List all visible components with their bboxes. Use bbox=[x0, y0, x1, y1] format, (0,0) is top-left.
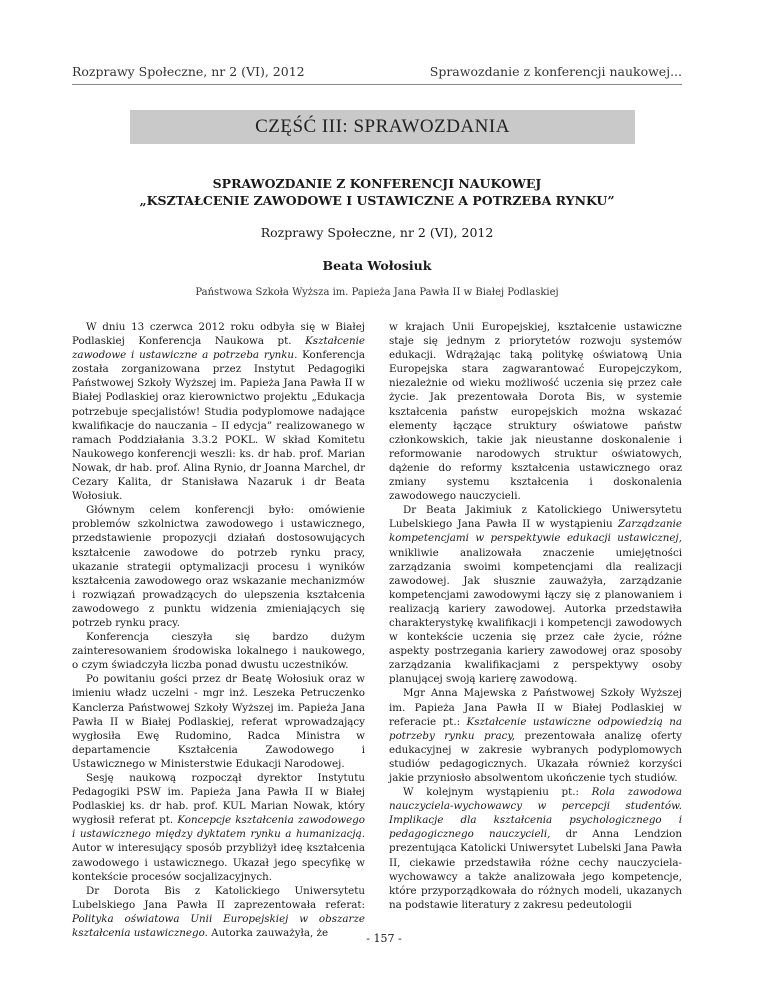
paragraph-text: wnikliwie analizowała znaczenie umiejętności zarządzania swoimi kompetencjami dla realizacji zawodowej. Jak słusznie zauważyła, zarządzanie kompetencjami zawodowymi łączy się z planowaniem i realizacją kariery zawodowej. Autorka przedstawiła charakterystykę kwalifikacji i kompetencji zawodowych w kontekście uczenia się przez całe życie, różne aspekty postrzegania kariery zawodowej oraz sposoby zarządzania kwalifikacjami z perspektywy osoby planującej swoją karierę zawodową. bbox=[389, 546, 682, 686]
paragraph bbox=[389, 320, 682, 503]
paragraph bbox=[72, 320, 365, 503]
paragraph-text: Dr Dorota Bis z Katolickiego Uniwersytetu Lubelskiego Jana Pawła II zaprezentowała referat: bbox=[72, 884, 365, 911]
paragraph-text: W kolejnym wystąpieniu pt.: bbox=[403, 786, 592, 799]
paragraph-text: W dniu 13 czerwca 2012 roku odbyła się w Białej Podlaskiej Konferencja Naukowa pt. bbox=[72, 321, 365, 348]
right-column bbox=[389, 320, 682, 915]
paragraph bbox=[389, 785, 682, 912]
paragraph-text: Dr Beata Jakimiuk z Katolickiego Uniwersytetu Lubelskiego Jana Pawła II w wystąpieniu bbox=[389, 504, 682, 531]
italic-title-text: Kształcenie ustawiczne odpowiedzią na potrzeby rynku pracy, bbox=[389, 715, 682, 742]
paragraph-text: Sesję naukową rozpoczął dyrektor Instytutu Pedagogiki PSW im. Papieża Jana Pawła II w Białej Podlaskiej ks. dr hab. prof. KUL Marian Nowak, który wygłosił referat pt. bbox=[72, 772, 365, 827]
title-line-1: SPRAWOZDANIE Z KONFERENCJI NAUKOWEJ bbox=[212, 176, 542, 191]
paragraph-text: Autorka zauważyła, że bbox=[207, 927, 329, 940]
paragraph bbox=[389, 686, 682, 785]
italic-title-text: Kształcenie zawodowe i ustawiczne a potrzeba rynku. bbox=[72, 335, 365, 362]
italic-title-text: Polityka oświatowa Unii Europejskiej w obszarze kształcenia ustawicznego. bbox=[72, 912, 365, 940]
paragraph bbox=[389, 503, 682, 686]
italic-title-text: Zarządzanie kompetencjami w perspektywie edukacji ustawicznej, bbox=[389, 518, 682, 545]
paragraph-text: Konferencja została zorganizowana przez Instytut Pedagogiki Państwowej Szkoły Wyższej im. Papieża Jana Pawła II w Białej Podlaskiej oraz kierownictwo projektu „Edukacja potrzebuje specjalistów! Studia podyplomowe nadające kwalifikacje do nauczania – II edycja” realizowanego w ramach Poddziałania 3.3.2 POKL. W skład Komitetu Naukowego konferencji weszli: ks. dr hab. prof. Marian Nowak, dr hab. prof. Alina Rynio, dr Joanna Marchel, dr Cezary Kalita, dr Stanisława Nazaruk i dr Beata Wołosiuk. bbox=[72, 349, 366, 503]
paragraph-text: Po powitaniu gości przez dr Beatę Wołosiuk oraz w imieniu władz uczelni - mgr inż. Leszeka Petruczenko Kanclerza Państwowej Szkoły Wyższej im. Papieża Jana Pawła II w Białej Podlaskiej, referat wprowadzający wygłosiła Ewę Rudomino, Radca Ministra w departamencie Kształcenia Zawodowego i Ustawicznego w Ministerstwie Edukacji Narodowej. bbox=[72, 673, 365, 770]
paragraph bbox=[72, 771, 365, 884]
left-column bbox=[72, 320, 366, 940]
paragraph-text: dr Anna Lendzion prezentująca Katolicki Uniwersytet Lubelski Jana Pawła II, ciekawie przedstawiła różne cechy nauczyciela- wychowawcy a także analizowała jego kompetencje, które przyporządkowała do różnych modeli, ukazanych na podstawie literatury z zakresu pedeutologii bbox=[389, 828, 682, 911]
part-banner bbox=[130, 110, 635, 144]
paragraph bbox=[72, 672, 365, 771]
title-line-2: „KSZTAŁCENIE ZAWODOWE I USTAWICZNE A POTRZEBA RYNKU” bbox=[139, 193, 615, 208]
paragraph-text: Autor w interesujący sposób przybliżył ideę kształcenia zawodowego i ustawicznego. Ukazał jego specyfikę w kontekście procesów socjalizacyjnych. bbox=[72, 842, 365, 883]
page-number: - 157 - bbox=[366, 932, 402, 945]
author-affiliation: Państwowa Szkoła Wyższa im. Papieża Jana Pawła II w Białej Podlaskiej bbox=[195, 287, 559, 298]
header-rule bbox=[72, 84, 682, 85]
article-title bbox=[72, 175, 682, 209]
paragraph-text: prezentowała analizę oferty edukacyjnej w zakresie wybranych podyplomowych studiów pedagogicznych. Ukazała również korzyści jakie przyniosło absolwentom ukończenie tych studiów. bbox=[389, 729, 682, 784]
running-header bbox=[72, 64, 682, 79]
header-journal: Rozprawy Społeczne, nr 2 (VI), 2012 bbox=[72, 64, 305, 79]
journal-citation: Rozprawy Społeczne, nr 2 (VI), 2012 bbox=[260, 225, 494, 240]
author-name: Beata Wołosiuk bbox=[322, 258, 432, 273]
header-section: Sprawozdanie z konferencji naukowej... bbox=[429, 64, 682, 79]
paragraph bbox=[72, 630, 365, 672]
paragraph-text: Mgr Anna Majewska z Państwowej Szkoły Wyższej im. Papieża Jana Pawła II w Białej Podlaskiej w referacie pt.: bbox=[389, 687, 682, 728]
italic-title-text: Koncepcje kształcenia zawodowego i ustawicznego między dyktatem rynku a humanizacją. bbox=[72, 814, 365, 841]
italic-title-text: Rola zawodowa nauczyciela-wychowawcy w percepcji studentów. Implikacje dla kształcenia psychologicznego i pedagogicznego nauczycieli, bbox=[389, 786, 682, 841]
paragraph-text: Głównym celem konferencji było: omówienie problemów szkolnictwa zawodowego i ustawicznego, przedstawienie propozycji działań dostosowujących kształcenie zawodowe do potrzeb rynku pracy, ukazanie strategii optymalizacji procesu i wyników kształcenia zawodowego oraz wskazanie mechanizmów i rozwiązań prowadzących do ulepszenia kształcenia zawodowego z punktu widzenia zmieniających się potrzeb rynku pracy. bbox=[72, 504, 365, 629]
paragraph bbox=[72, 503, 365, 630]
part-title: CZĘŚĆ III: SPRAWOZDANIA bbox=[255, 116, 510, 137]
paragraph-text: w krajach Unii Europejskiej, kształcenie ustawiczne staje się jednym z priorytetów rozwoju systemów edukacji. Wdrążając taką politykę oświatową Unia Europejska stara zagwarantować Europejczykom, niezależnie od wieku możliwość uczenia się przez całe życie. Jak prezentowała Dorota Bis, w systemie kształcenia państw europejskich można wskazać elementy łączące struktury oświatowe państw członkowskich, takie jak nieustanne doskonalenie i reformowanie narodowych struktur oświatowych, dążenie do reformy kształcenia ustawicznego oraz zmiany systemu kształcenia i doskonalenia zawodowego nauczycieli. bbox=[389, 321, 682, 503]
paragraph-text: Konferencja cieszyła się bardzo dużym zainteresowaniem środowiska lokalnego i naukowego, o czym świadczyła liczba ponad dwustu uczestników. bbox=[72, 631, 365, 672]
